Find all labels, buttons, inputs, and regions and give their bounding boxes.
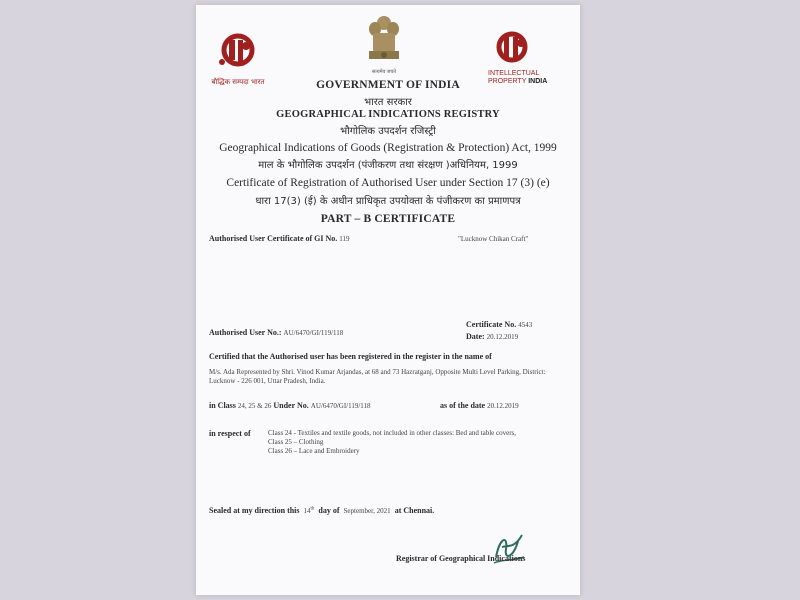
sealed-line <box>209 506 434 515</box>
cert-date-label: Date: <box>466 332 485 341</box>
respect-item: Class 25 – Clothing <box>268 438 324 446</box>
ip-logo-icon <box>208 30 268 74</box>
right-logo-line1: INTELLECTUAL <box>488 70 540 77</box>
user-no-value: AU/6470/GI/119/118 <box>283 329 344 337</box>
gov-title-hi: भारत सरकार <box>364 97 412 108</box>
day-suffix: th <box>310 506 315 512</box>
certified-text: Certified that the Authorised user has been registered in the register in the name of <box>209 352 492 361</box>
emblem-caption: सत्यमेव जयते <box>371 70 397 75</box>
as-of-label: as of the date <box>440 401 486 410</box>
registry-title-hi: भौगोलिक उपदर्शन रजिस्ट्री <box>340 126 436 137</box>
day-of-label: day of <box>318 506 340 515</box>
sealed-label: Sealed at my direction this <box>209 506 300 515</box>
respect-item: Class 24 - Textiles and textile goods, not included in other classes: Bed and table covers, <box>268 429 517 437</box>
gi-no-value: 119 <box>339 235 350 243</box>
left-logo-text: बौद्धिक सम्पदा भारत <box>211 78 265 86</box>
cert-title-en: Certificate of Registration of Authorised User under Section 17 (3) (e) <box>226 177 550 189</box>
respect-label: in respect of <box>209 429 251 438</box>
as-of-value: 20.12.2019 <box>487 402 519 410</box>
right-logo-line2: PROPERTY INDIA <box>488 78 548 85</box>
name-address: M/s. Ada Represented by Shri. Vinod Kumar Arjandas, at 68 and 73 Hazratganj, Opposite Multi Level Parking, District: Lucknow - 226 001, Uttar Pradesh, India. <box>209 368 546 385</box>
certificate-page <box>196 5 580 595</box>
national-emblem-icon <box>362 13 406 73</box>
act-title-en: Geographical Indications of Goods (Registration & Protection) Act, 1999 <box>219 142 557 154</box>
gi-name: "Lucknow Chikan Craft" <box>458 235 529 243</box>
respect-list <box>268 429 548 456</box>
registrar-title: Registrar of Geographical Indications <box>396 554 526 563</box>
part-title: PART – B CERTIFICATE <box>320 213 456 225</box>
cert-date-line <box>466 332 518 341</box>
gov-title-en: GOVERNMENT OF INDIA <box>316 79 460 91</box>
under-no-value: AU/6470/GI/119/118 <box>310 402 371 410</box>
month-year-value: September, 2021 <box>343 507 391 515</box>
as-of-line <box>440 401 519 410</box>
cert-date-value: 20.12.2019 <box>486 333 519 341</box>
class-line <box>209 401 371 410</box>
under-no-label: Under No. <box>273 401 309 410</box>
cert-no-value: 4543 <box>518 321 533 329</box>
at-place-label: at Chennai. <box>394 506 435 515</box>
class-label: in Class <box>209 401 236 410</box>
gi-no-line <box>209 234 350 243</box>
respect-item: Class 26 – Lace and Embroidery <box>268 447 360 455</box>
user-no-label: Authorised User No.: <box>209 328 282 337</box>
day-value: 14 <box>303 507 311 515</box>
cert-no-label: Certificate No. <box>466 320 517 329</box>
user-no-line <box>209 328 343 337</box>
cert-title-hi: धारा 17(3) (ई) के अधीन प्राधिकृत उपयोक्ता के पंजीकरण का प्रमाणपत्र <box>255 196 521 207</box>
class-value: 24, 25 & 26 <box>237 402 272 410</box>
registry-title-en: GEOGRAPHICAL INDICATIONS REGISTRY <box>276 109 500 120</box>
act-title-hi: माल के भौगोलिक उपदर्शन (पंजीकरण तथा संरक्षण )अधिनियम, 1999 <box>258 160 518 171</box>
ip-logo-icon <box>488 29 548 65</box>
gi-no-label: Authorised User Certificate of GI No. <box>209 234 338 243</box>
cert-no-line <box>466 320 532 329</box>
